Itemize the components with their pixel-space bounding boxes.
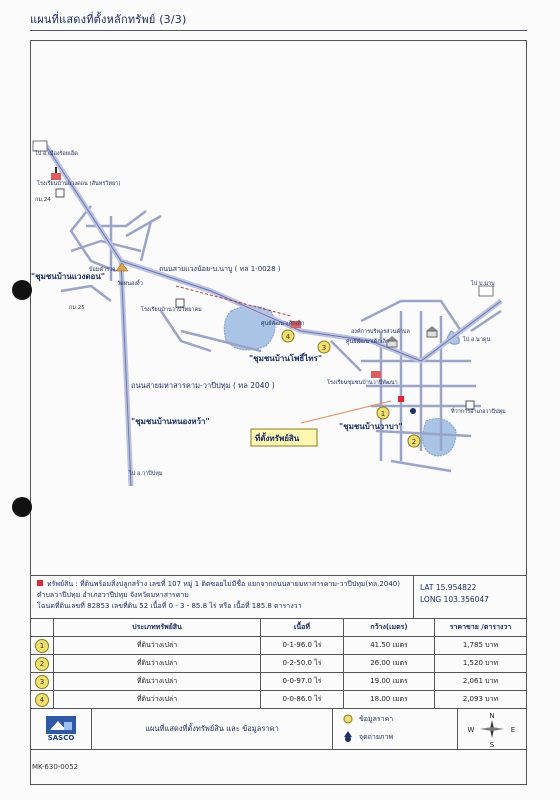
binder-hole xyxy=(12,497,32,517)
row-width: 19.00 เมตร xyxy=(344,673,435,690)
label-school-sangkrod: โรงเรียนบ้านแวงดอน (สันทรวิทยา) xyxy=(37,181,121,187)
comparable-marker-1 xyxy=(377,407,389,419)
header-price: ราคาขาย /ตารางวา xyxy=(449,623,512,631)
row-type: ที่ดินว่างเปล่า xyxy=(54,637,261,654)
footer xyxy=(31,709,526,750)
row-width: 41.50 เมตร xyxy=(344,637,435,654)
label-childcare: ศูนย์พัฒนาเด็กเล็ก xyxy=(261,321,305,327)
row-price: 1,785 บาท xyxy=(462,641,499,649)
header-area: เนื้อที่ xyxy=(261,619,344,636)
legend-price-label: ข้อมูลราคา xyxy=(359,715,394,723)
label-village-nongwa: "ชุมชนบ้านหนองหว้า" xyxy=(131,417,210,426)
info-line-3: โฉนดที่ดินเลขที่ 82853 เลขที่ดิน 52 เนื้อที่ 0 - 3 - 85.8 ไร่ หรือ เนื้อที่ 185.8 ตารางวา xyxy=(37,602,302,610)
svg-text:3: 3 xyxy=(321,344,327,352)
comparable-badge: 3 xyxy=(35,675,49,689)
comparable-row xyxy=(31,637,526,655)
label-roiet: ไป อ.เมืองร้อยเอ็ด xyxy=(35,151,78,157)
header-width: กว้าง(เมตร) xyxy=(344,619,435,636)
footer-title: แผนที่แสดงที่ตั้งทรัพย์สิน และ ข้อมูลราคา xyxy=(92,709,333,749)
row-price: 2,061 บาท xyxy=(462,677,499,685)
row-type: ที่ดินว่างเปล่า xyxy=(54,673,261,690)
label-school-wapi: โรงเรียนชุมชนบ้านวาปีพัฒนา xyxy=(327,380,398,386)
svg-text:1: 1 xyxy=(380,410,386,418)
comparable-marker-3 xyxy=(318,341,330,353)
svg-text:4: 4 xyxy=(285,333,291,341)
info-line-2: ตำบลวาปีปทุม อำเภอวาปีปทุม จังหวัดมหาสารคาม xyxy=(37,591,189,599)
km-marker xyxy=(479,286,493,296)
comparables-header xyxy=(31,619,526,637)
label-route-nabu: ไป บ.นาบู xyxy=(471,281,495,287)
header-type: ประเภททรัพย์สิน xyxy=(54,619,261,636)
row-area: 0-0-86.0 ไร่ xyxy=(261,691,344,708)
price-data-icon xyxy=(343,714,353,724)
compass xyxy=(458,709,526,749)
comparable-badge: 2 xyxy=(35,657,49,671)
location-map xyxy=(31,41,526,575)
comparable-row xyxy=(31,655,526,673)
comparable-marker-4 xyxy=(282,330,294,342)
row-type: ที่ดินว่างเปล่า xyxy=(54,655,261,672)
legend-panel xyxy=(31,575,526,784)
row-price: 1,520 บาท xyxy=(462,659,499,667)
label-subject-property: ที่ตั้งทรัพย์สิน xyxy=(255,434,300,443)
photo-point-icon xyxy=(343,731,353,743)
row-area: 0-0-97.0 ไร่ xyxy=(261,673,344,690)
svg-text:2: 2 xyxy=(411,438,417,446)
info-line-1: ทรัพย์สิน : ที่ดินพร้อมสิ่งปลูกสร้าง เลขที่ 107 หมู่ 1 ติดซอยไม่มีชื่อ แยกจากถนนสายมหาสารคาม-วาปีปทุม(ทล.2040) xyxy=(47,580,400,588)
label-temple: วัดหนองงิ้ว xyxy=(117,281,143,287)
document-code: MK-630-0052 xyxy=(32,763,79,771)
logo-icon xyxy=(46,716,76,734)
label-road-main: ถนนสายแวงน้อย-บ.นาบู ( ทล 1-0028 ) xyxy=(159,265,281,273)
latitude: LAT 15.954822 xyxy=(420,583,477,592)
property-info xyxy=(31,575,526,619)
compass-icon xyxy=(466,710,518,748)
comparable-marker-2 xyxy=(408,435,420,447)
km-marker xyxy=(33,141,47,151)
label-police: ป้อมตำรวจ xyxy=(89,267,116,273)
sasco-logo: SASCO xyxy=(31,709,92,749)
row-area: 0-1-96.0 ไร่ xyxy=(261,637,344,654)
row-price: 2,093 บาท xyxy=(462,695,499,703)
longitude: LONG 103.356047 xyxy=(420,595,489,604)
comparable-row xyxy=(31,691,526,709)
svg-text:E: E xyxy=(510,726,516,734)
page-title: แผนที่แสดงที่ตั้งหลักทรัพย์ (3/3) xyxy=(30,13,187,26)
property-marker-icon xyxy=(37,580,43,586)
label-to-wapipathum: ไป อ.วาปีปทุม xyxy=(129,471,163,477)
row-width: 18.00 เมตร xyxy=(344,691,435,708)
label-village-pho: "ชุมชนบ้านโพธิ์ไทร" xyxy=(249,354,323,363)
row-type: ที่ดินว่างเปล่า xyxy=(54,691,261,708)
comparable-badge: 4 xyxy=(35,693,49,707)
label-village-wapi: "ชุมชนบ้านวาบา" xyxy=(339,422,403,431)
label-village-wangdon: "ชุมชนบ้านแวงดอน" xyxy=(31,272,105,281)
binder-hole xyxy=(12,280,32,300)
pond xyxy=(423,419,456,456)
label-school-wangnoi: โรงเรียนบ้านวาปีวิทยาคม xyxy=(141,307,202,313)
header-divider xyxy=(30,30,527,31)
svg-text:N: N xyxy=(489,712,495,720)
label-childcare-2: ศูนย์พัฒนาเด็กเล็ก xyxy=(346,339,390,345)
row-area: 0-2-50.0 ไร่ xyxy=(261,655,344,672)
label-km25: กม.25 xyxy=(69,305,85,311)
label-district-office: ที่ว่าการอำเภอวาปีปทุม xyxy=(451,409,506,415)
row-width: 26.00 เมตร xyxy=(344,655,435,672)
legend-photo-label: จุดถ่ายภาพ xyxy=(359,733,394,741)
school-icon xyxy=(371,371,381,378)
map-legend xyxy=(333,709,458,749)
svg-text:S: S xyxy=(489,741,495,748)
label-road-2040: ถนนสายมหาสารคาม-วาปีปทุม ( ทล 2040 ) xyxy=(131,381,275,390)
svg-text:W: W xyxy=(467,726,475,734)
label-km24: กม.24 xyxy=(35,197,51,203)
comparable-badge: 1 xyxy=(35,639,49,653)
building-icon xyxy=(56,189,474,409)
comparable-row xyxy=(31,673,526,691)
label-to-nadun: ไป อ.นาดูน xyxy=(463,337,491,343)
label-tao: องค์การบริหารส่วนตำบล xyxy=(351,329,410,335)
